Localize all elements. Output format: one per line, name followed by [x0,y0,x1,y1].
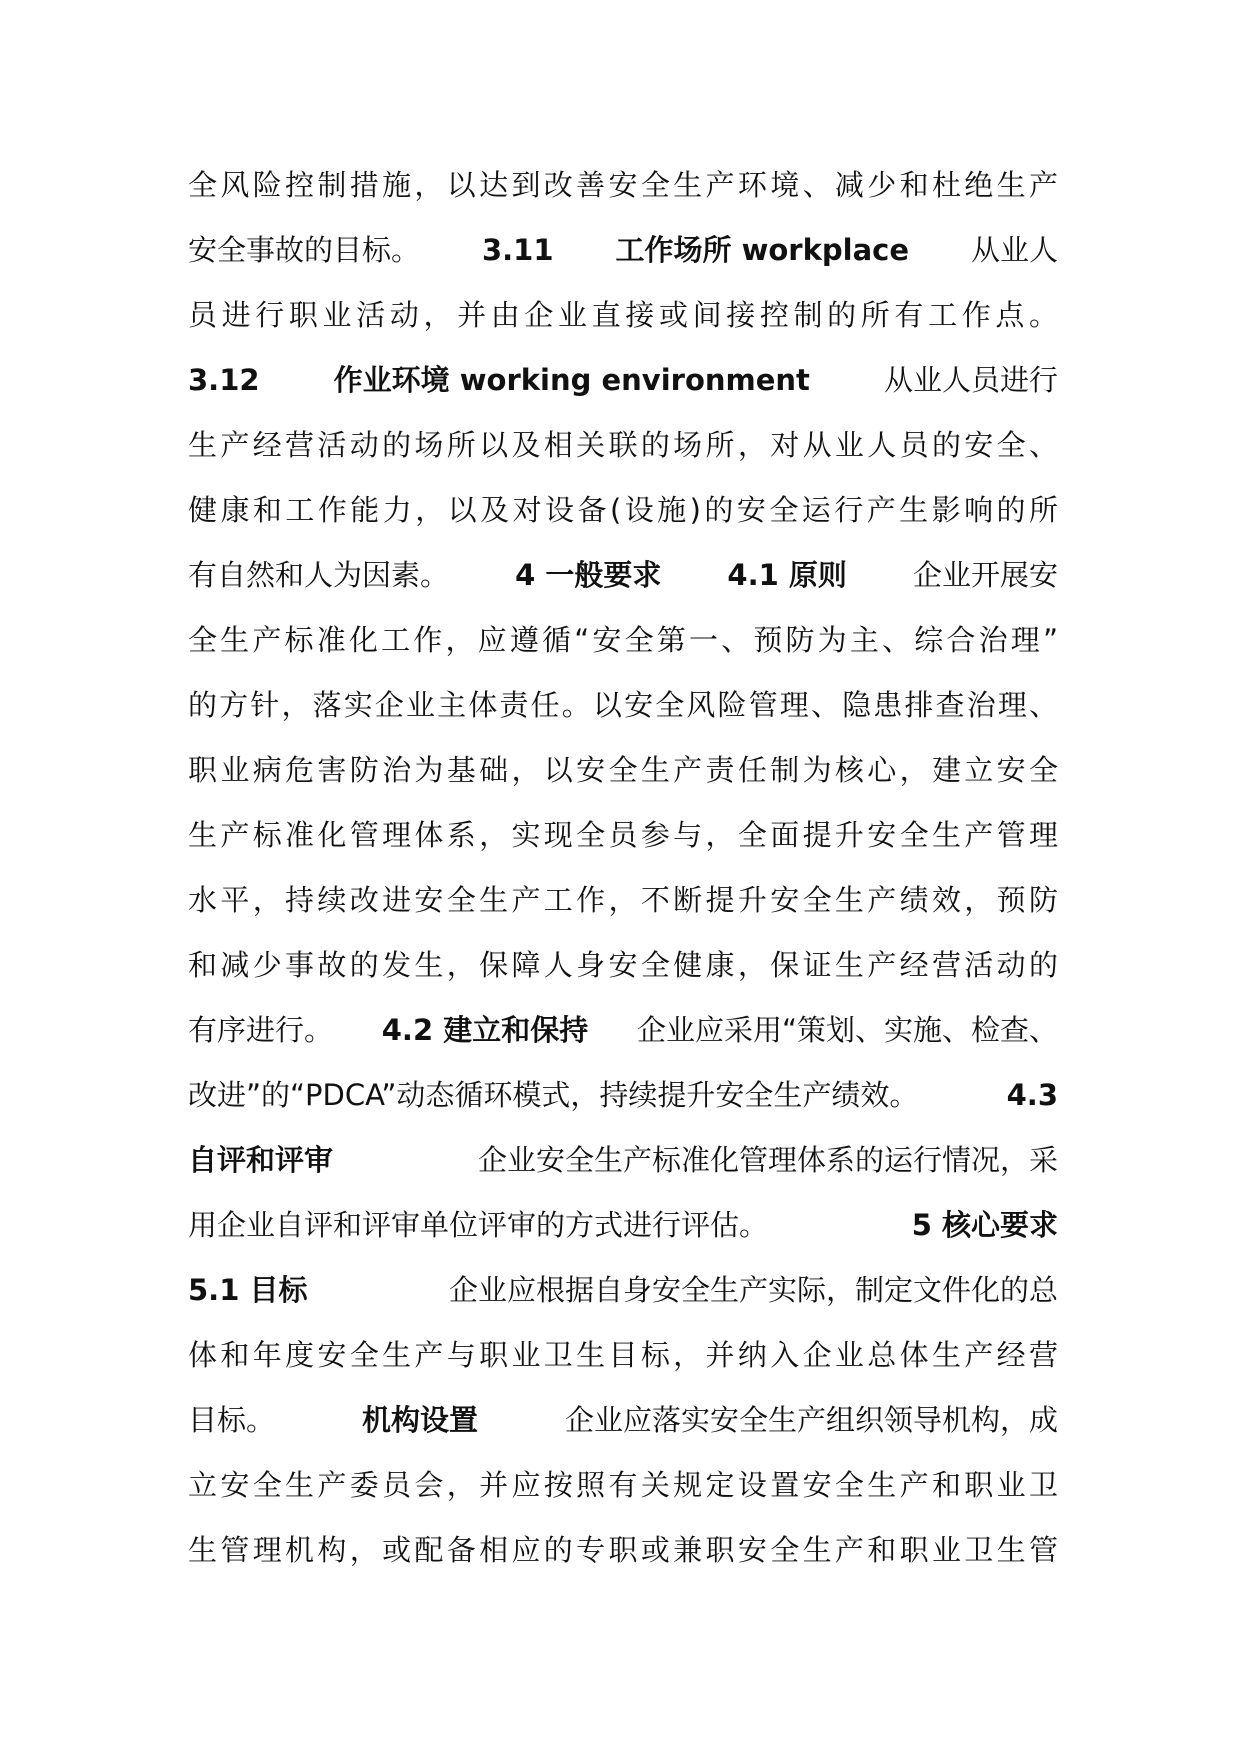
heading-text: 5 核心要求 [911,1208,1058,1242]
heading-text: 4.2 建立和保持 [381,1013,589,1047]
paragraph-text: 职业病危害防治为基础，以安全生产责任制为核心，建立安全 [188,753,1062,787]
text-line [188,743,1062,808]
text-line [188,873,1062,938]
text-line [188,613,1062,678]
text-line [188,678,1061,743]
text-line [188,288,1063,353]
text-line [188,1003,1058,1068]
paragraph-text: 企业开展安 [912,558,1058,592]
paragraph-text: 有序进行。 [188,1013,334,1047]
paragraph-text: 和减少事故的发生，保障人身安全健康，保证生产经营活动的 [188,948,1062,982]
paragraph-text: 用企业自评和评审单位评审的方式进行评估。 [188,1208,769,1242]
text-line [188,483,1062,548]
paragraph-text: 健康和工作能力，以及对设备(设施)的安全运行产生影响的所 [188,493,1062,527]
paragraph-text: 的方针，落实企业主体责任。以安全风险管理、隐患排查治理、 [188,688,1061,722]
paragraph-text: 有自然和人为因素。 [188,558,450,592]
paragraph-text: 目标。 [188,1403,276,1437]
paragraph-text: 全生产标准化工作，应遵循“安全第一、预防为主、综合治理” [188,623,1062,657]
heading-text: 机构设置 [361,1403,478,1437]
heading-text: 作业环境 working environment [333,363,810,397]
paragraph-text: 从业人 [970,233,1058,267]
paragraph-text: 企业应采用“策划、实施、检查、 [636,1013,1058,1047]
text-line [188,223,1058,288]
paragraph-text: 全风险控制措施，以达到改善安全生产环境、减少和杜绝生产 [188,168,1062,202]
text-line [188,1458,1062,1523]
text-line [188,808,1062,873]
text-line [188,158,1062,223]
heading-text: 工作场所 workplace [615,233,910,267]
text-line [188,1328,1062,1393]
text-line [188,548,1058,613]
paragraph-text: 立安全生产委员会，并应按照有关规定设置安全生产和职业卫 [188,1468,1062,1502]
paragraph-text: 改进”的“PDCA”动态循环模式，持续提升安全生产绩效。 [188,1078,919,1112]
text-line [188,1393,1058,1458]
heading-text: 自评和评审 [188,1143,334,1177]
paragraph-text: 从业人员进行 [883,363,1058,397]
heading-text: 4.1 原则 [727,558,847,592]
text-line [188,938,1062,1003]
paragraph-text: 生产经营活动的场所以及相关联的场所，对从业人员的安全、 [188,428,1062,462]
paragraph-text: 体和年度安全生产与职业卫生目标，并纳入企业总体生产经营 [188,1338,1062,1372]
paragraph-text: 企业应根据自身安全生产实际，制定文件化的总 [448,1273,1058,1307]
paragraph-text: 安全事故的目标。 [188,233,421,267]
text-line [188,1263,1058,1328]
text-line [188,1523,1062,1588]
body-text [188,158,1063,1588]
paragraph-text: 企业应落实安全生产组织领导机构，成 [564,1403,1058,1437]
paragraph-text: 生管理机构，或配备相应的专职或兼职安全生产和职业卫生管 [188,1533,1062,1567]
text-line [188,353,1058,418]
heading-text: 4 一般要求 [515,558,662,592]
heading-text: 3.11 [481,233,554,267]
paragraph-text: 生产标准化管理体系，实现全员参与，全面提升安全生产管理 [188,818,1062,852]
text-line [188,1198,1058,1263]
heading-text: 5.1 目标 [188,1273,308,1307]
paragraph-text: 员进行职业活动，并由企业直接或间接控制的所有工作点。 [188,298,1063,332]
text-line [188,1133,1058,1198]
text-line [188,1068,1058,1133]
heading-text: 3.12 [188,363,260,397]
text-line [188,418,1062,483]
heading-text: 4.3 [1006,1078,1058,1112]
paragraph-text: 水平，持续改进安全生产工作，不断提升安全生产绩效，预防 [188,883,1062,917]
paragraph-text: 企业安全生产标准化管理体系的运行情况，采 [477,1143,1058,1177]
